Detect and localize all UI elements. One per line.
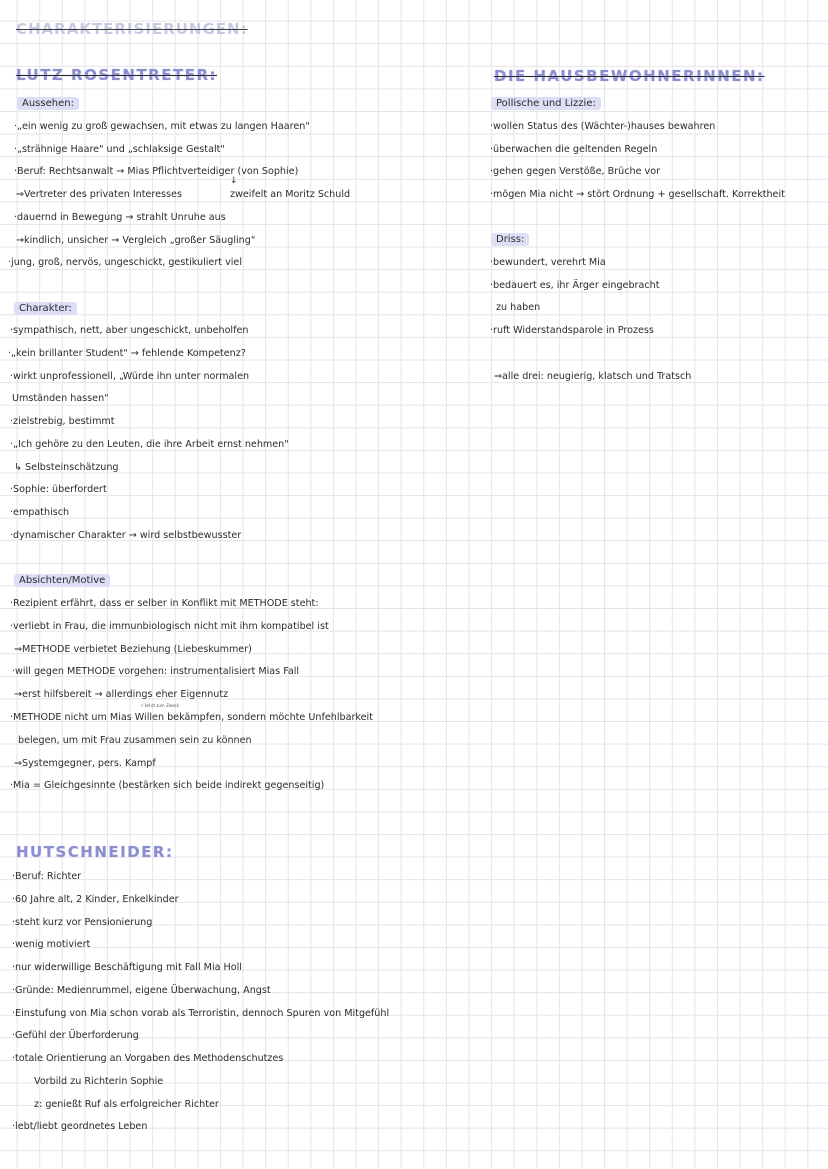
- hutschneider-line-11: z: genießt Ruf als erfolgreicher Richter: [34, 1099, 219, 1110]
- driss-line-3: zu haben: [496, 302, 541, 313]
- label-pollische: Pollische und Lizzie:: [491, 97, 601, 110]
- pollische-line-1: ·wollen Status des (Wächter-)hauses bewahren: [490, 121, 716, 132]
- lutz-absichten-line-8: ⇒Systemgegner, pers. Kampf: [14, 758, 156, 769]
- label-absichten: Absichten/Motive: [14, 574, 110, 587]
- hutschneider-line-3: ·steht kurz vor Pensionierung: [12, 917, 153, 928]
- lutz-absichten-line-5: →erst hilfsbereit → allerdings eher Eigennutz: [14, 689, 229, 700]
- heading-hausbewohner: DIE HAUSBEWOHNERINNEN:: [494, 67, 765, 85]
- pollische-line-3: ·gehen gegen Verstöße, Brüche vor: [490, 166, 661, 177]
- hutschneider-line-9: ·totale Orientierung an Vorgaben des Methodenschutzes: [12, 1053, 284, 1064]
- lutz-charakter-line-8: ·Sophie: überfordert: [10, 484, 107, 495]
- lutz-charakter-line-4: Umständen hassen": [12, 393, 109, 404]
- hutschneider-line-2: ·60 Jahre alt, 2 Kinder, Enkelkinder: [12, 894, 179, 905]
- arrow-down-icon: ↓: [230, 176, 238, 186]
- lutz-charakter-line-3: ·wirkt unprofessionell, „Würde ihn unter normalen: [10, 371, 250, 382]
- lutz-aussehen-line-3: ·Beruf: Rechtsanwalt → Mias Pflichtverteidiger (von Sophie): [14, 166, 299, 177]
- lutz-aussehen-line-1: ·„ein wenig zu groß gewachsen, mit etwas zu langen Haaren": [14, 121, 310, 132]
- lutz-absichten-line-9: ·Mia = Gleichgesinnte (bestärken sich beide indirekt gegenseitig): [10, 780, 325, 791]
- heading-lutz: LUTZ ROSENTRETER:: [16, 66, 217, 84]
- hutschneider-line-1: ·Beruf: Richter: [12, 871, 82, 882]
- lutz-charakter-line-5: ·zielstrebig, bestimmt: [10, 416, 115, 427]
- page-title: CHARAKTERISIERUNGEN:: [16, 20, 248, 38]
- label-charakter: Charakter:: [14, 302, 77, 315]
- lutz-absichten-line-2: ·verliebt in Frau, die immunbiologisch nicht mit ihm kompatibel ist: [10, 621, 329, 632]
- label-driss: Driss:: [491, 233, 529, 246]
- hutschneider-line-6: ·Gründe: Medienrummel, eigene Überwachung, Angst: [12, 985, 271, 996]
- lutz-absichten-line-4: ·will gegen METHODE vorgehen: instrumentalisiert Mias Fall: [12, 666, 300, 677]
- lutz-aussehen-line-7: ·jung, groß, nervös, ungeschickt, gestikuliert viel: [8, 257, 242, 268]
- hutschneider-line-5: ·nur widerwillige Beschäftigung mit Fall Mia Holl: [12, 962, 242, 973]
- small-note: ↗ kehrt zum Zweck: [140, 703, 180, 708]
- lutz-charakter-line-1: ·sympathisch, nett, aber ungeschickt, unbeholfen: [10, 325, 249, 336]
- heading-hutschneider: HUTSCHNEIDER:: [16, 843, 174, 861]
- hausbewohner-summary: ⇒alle drei: neugierig, klatsch und Tratsch: [494, 371, 692, 382]
- pollische-line-4: ·mögen Mia nicht → stört Ordnung + gesellschaft. Korrektheit: [490, 189, 785, 200]
- lutz-charakter-line-9: ·empathisch: [10, 507, 70, 518]
- driss-line-2: ·bedauert es, ihr Ärger eingebracht: [490, 280, 660, 291]
- hutschneider-line-10: Vorbild zu Richterin Sophie: [34, 1076, 164, 1087]
- lutz-aussehen-line-2: ·„strähnige Haare" und „schlaksige Gestalt": [14, 144, 225, 155]
- lutz-charakter-line-6: ·„Ich gehöre zu den Leuten, die ihre Arbeit ernst nehmen": [10, 439, 289, 450]
- lutz-absichten-line-7: belegen, um mit Frau zusammen sein zu können: [18, 735, 252, 746]
- lutz-charakter-line-7: ↳ Selbsteinschätzung: [14, 462, 119, 473]
- lutz-aussehen-line-5: ·dauernd in Bewegung → strahlt Unruhe aus: [14, 212, 226, 223]
- lutz-aussehen-line-4: ⇒Vertreter des privaten Interesses: [16, 189, 182, 200]
- label-aussehen: Aussehen:: [17, 97, 79, 110]
- lutz-charakter-line-10: ·dynamischer Charakter → wird selbstbewusster: [10, 530, 242, 541]
- lutz-aussehen-line-6: →kindlich, unsicher → Vergleich „großer Säugling": [16, 235, 256, 246]
- driss-line-1: ·bewundert, verehrt Mia: [490, 257, 606, 268]
- hutschneider-line-7: ·Einstufung von Mia schon vorab als Terroristin, dennoch Spuren von Mitgefühl: [12, 1008, 390, 1019]
- hutschneider-line-12: ·lebt/liebt geordnetes Leben: [12, 1121, 148, 1132]
- hutschneider-line-8: ·Gefühl der Überforderung: [12, 1030, 139, 1041]
- lutz-absichten-line-3: ⇒METHODE verbietet Beziehung (Liebeskummer): [14, 644, 252, 655]
- lutz-absichten-line-6: ·METHODE nicht um Mias Willen bekämpfen, sondern möchte Unfehlbarkeit: [10, 712, 373, 723]
- pollische-line-2: ·überwachen die geltenden Regeln: [490, 144, 658, 155]
- lutz-zweifelt: zweifelt an Moritz Schuld: [230, 189, 351, 200]
- driss-line-4: ·ruft Widerstandsparole in Prozess: [490, 325, 654, 336]
- lutz-absichten-line-1: ·Rezipient erfährt, dass er selber in Konflikt mit METHODE steht:: [10, 598, 319, 609]
- lutz-charakter-line-2: ·„kein brillanter Student" → fehlende Kompetenz?: [8, 348, 246, 359]
- hutschneider-line-4: ·wenig motiviert: [12, 939, 91, 950]
